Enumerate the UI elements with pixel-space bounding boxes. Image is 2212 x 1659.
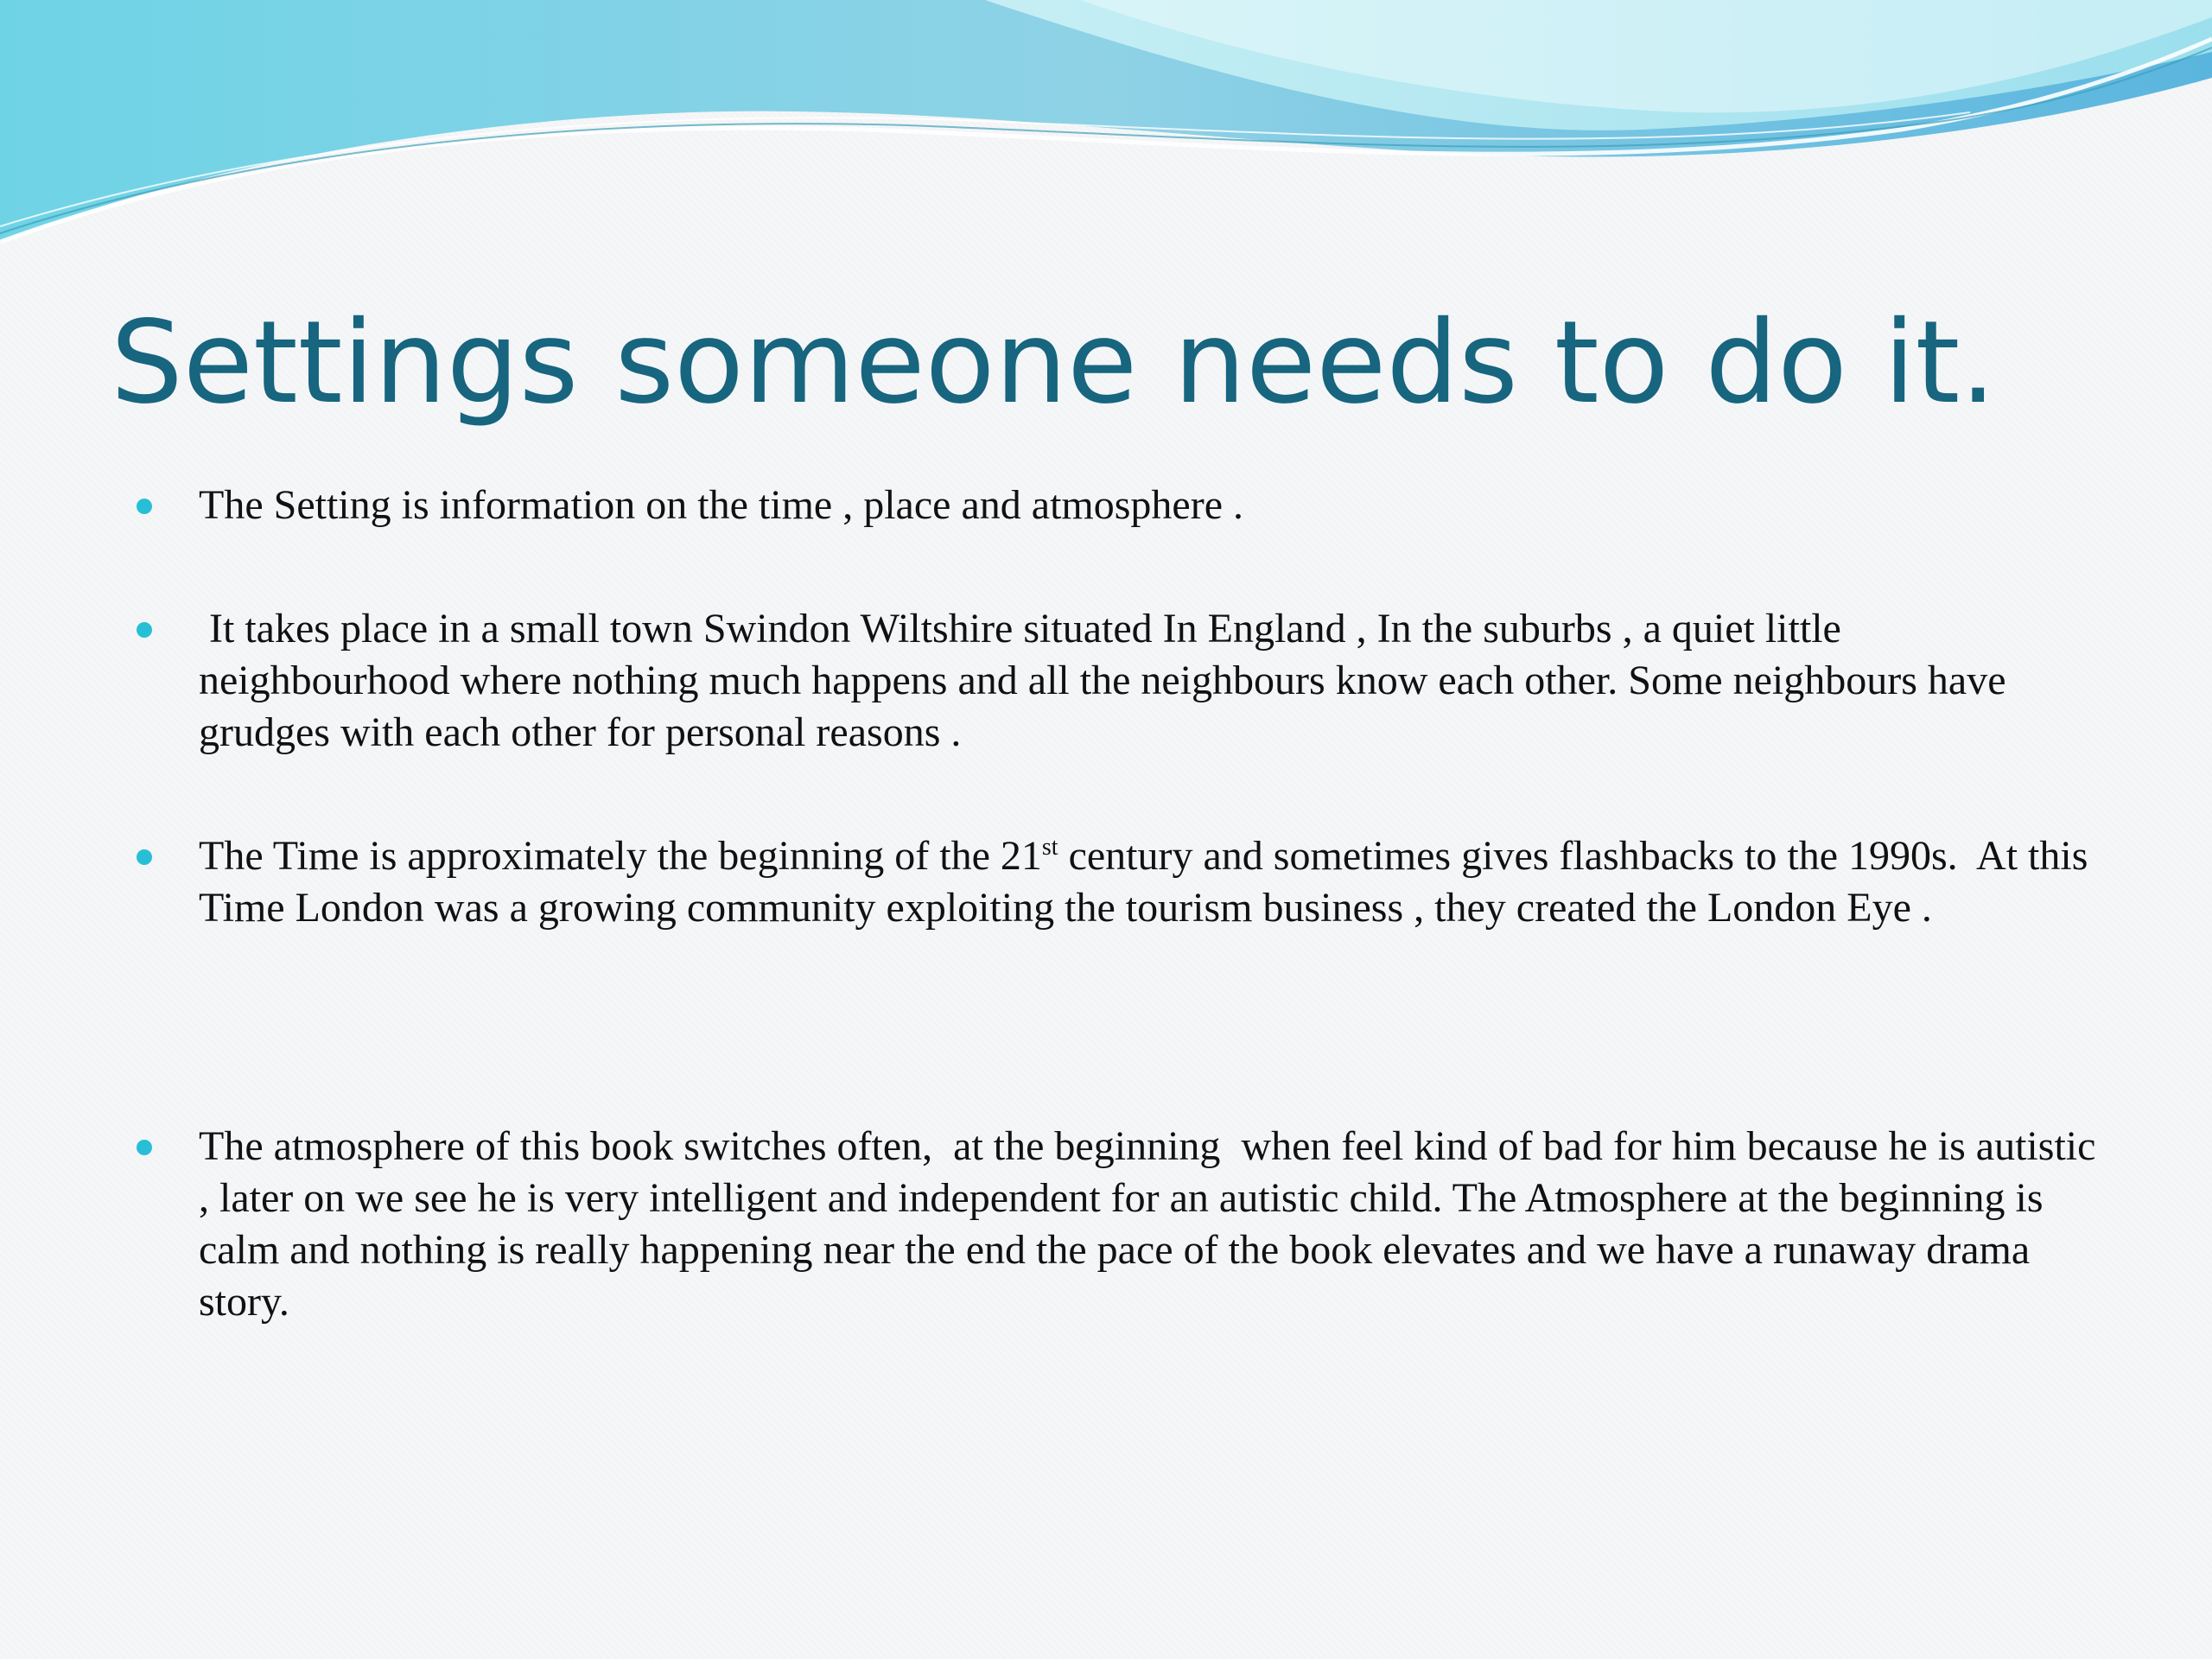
bullet-text-after: century and sometimes gives flashbacks to the 1990s. At this Time London was a growing community exploiting the tourism business , they created the London Eye .	[199, 833, 2098, 931]
bullet-place	[199, 603, 2100, 759]
bullet-text: The Setting is information on the time , place and atmosphere .	[199, 482, 1244, 528]
bullet-text: The atmosphere of this book switches often, at the beginning when feel kind of bad for him because he is autistic , later on we see he is very intelligent and independent for an autistic child. The Atmosphere at the beginning is calm and nothing is really happening near the end the pace of the book elevates and we have a runaway drama story.	[199, 1123, 2107, 1325]
bullet-dot-icon	[137, 1140, 152, 1155]
header-wave-decoration	[0, 0, 2212, 259]
slide-title: Settings someone needs to do it.	[111, 296, 1997, 429]
bullet-dot-icon	[137, 849, 152, 865]
bullet-dot-icon	[137, 499, 152, 514]
bullet-time	[199, 830, 2100, 934]
bullet-dot-icon	[137, 622, 152, 638]
bullet-text-before: The Time is approximately the beginning of the 21	[199, 833, 1042, 879]
bullet-text: It takes place in a small town Swindon Wiltshire situated In England , In the suburbs , a quiet little neighbourhood where nothing much happens and all the neighbours know each other. Some neighbours have grudges with each other for personal reasons .	[199, 606, 2017, 755]
bullet-superscript: st	[1041, 834, 1058, 861]
bullet-setting-definition	[199, 480, 2100, 531]
bullet-atmosphere	[199, 1121, 2107, 1328]
